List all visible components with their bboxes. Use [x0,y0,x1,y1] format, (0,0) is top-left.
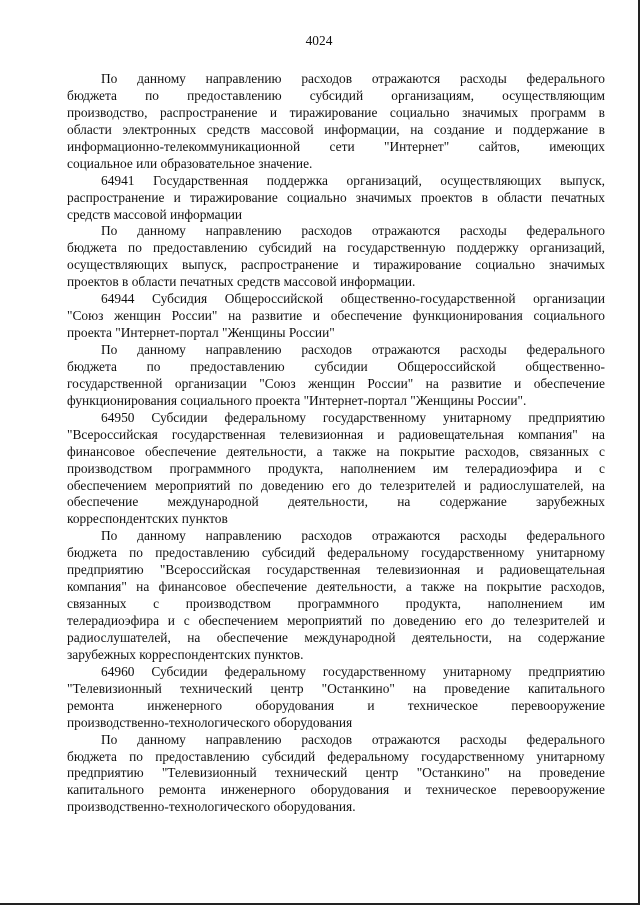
text-line: производственно-технологического оборудования [67,714,353,730]
text-line: проекта "Интернет-портал "Женщины России" [67,325,335,341]
text-line: 64960 Субсидии федеральному государственному унитарному предприятию [101,663,605,679]
text-line: области электронных средств массовой информации, на создание и поддержание в [67,121,605,137]
text-line: обеспечением мероприятий по доведению его до телезрителей и радиослушателей, на [67,477,605,493]
text-line: бюджета по предоставлению субсидий федеральному государственному унитарному [67,748,605,764]
text-line: финансовое обеспечение деятельности, а также на покрытие расходов, связанных с [67,443,605,459]
text-line: осуществляющих выпуск, распространение и тиражирование социально значимых [67,257,605,273]
text-line: "Всероссийская государственная телевизионная и радиовещательная компания" на [67,426,605,442]
text-line: капитального ремонта инженерного оборудования и техническое перевооружение [67,782,605,798]
text-line: По данному направлению расходов отражаются расходы федерального [101,223,605,239]
text-line: бюджета по предоставлению субсидий на государственную поддержку организаций, [67,240,605,256]
text-line: предприятию "Всероссийская государственная телевизионная и радиовещательная [67,562,605,578]
text-line: производственно-технологического оборудования. [67,799,356,815]
text-line: По данному направлению расходов отражаются расходы федерального [101,342,605,357]
page-number: 4024 [305,33,333,48]
text-line: "Телевизионный технический центр "Останкино" на проведение капитального [67,680,605,696]
text-line: производство, распространение и тиражирование социально значимых программ в [67,104,605,120]
text-line: информационно-телекоммуникационной сети "Интернет" сайтов, имеющих [67,138,605,154]
text-line: средств массовой информации [67,206,243,222]
text-line: 64941 Государственная поддержка организаций, осуществляющих выпуск, [101,172,605,188]
text-line: ремонта инженерного оборудования и техническое перевооружение [67,697,605,713]
text-line: компания" на финансовое обеспечение деятельности, а также на покрытие расходов, [67,579,605,595]
text-line: бюджета по предоставлению субсидий федеральному государственному унитарному [67,545,605,561]
text-line: По данному направлению расходов отражаются расходы федерального [101,71,605,86]
text-line: 64944 Субсидия Общероссийской общественно-государственной организации [101,291,605,307]
document-body [67,71,605,816]
text-line: распространение и тиражирование социально значимых проектов в области печатных [67,189,605,205]
text-line: 64950 Субсидии федеральному государственному унитарному предприятию [101,409,605,425]
text-line: бюджета по предоставлению субсидии Общероссийской общественно- [67,358,605,374]
text-line: По данному направлению расходов отражаются расходы федерального [101,528,605,544]
text-line: "Союз женщин России" на развитие и обеспечение функционирования социального [67,308,605,324]
text-line: производством программного продукта, наполнением им телерадиоэфира и с [67,460,605,476]
text-line: бюджета по предоставлению субсидий организациям, осуществляющим [67,87,605,103]
text-line: зарубежных корреспондентских пунктов. [67,646,304,662]
text-line: функционирования социального проекта "Интернет-портал "Женщины России". [67,392,527,408]
text-line: государственной организации "Союз женщин России" на развитие и обеспечение [67,375,605,391]
text-line: корреспондентских пунктов [67,511,228,527]
text-line: связанных с производством программного продукта, наполнением им [67,596,605,612]
text-line: обеспечение международной деятельности, на содержание зарубежных [67,494,605,510]
text-line: социальное или образовательное значение. [67,155,313,171]
text-line: радиослушателей, на обеспечение международной деятельности, на содержание [67,629,605,645]
text-line: По данному направлению расходов отражаются расходы федерального [101,731,605,747]
text-line: проектов в области печатных средств массовой информации. [67,274,416,290]
text-line: предприятию "Телевизионный технический центр "Останкино" на проведение [67,765,605,781]
text-line: телерадиоэфира и с обеспечением мероприятий по доведению его до телезрителей и [67,613,605,628]
